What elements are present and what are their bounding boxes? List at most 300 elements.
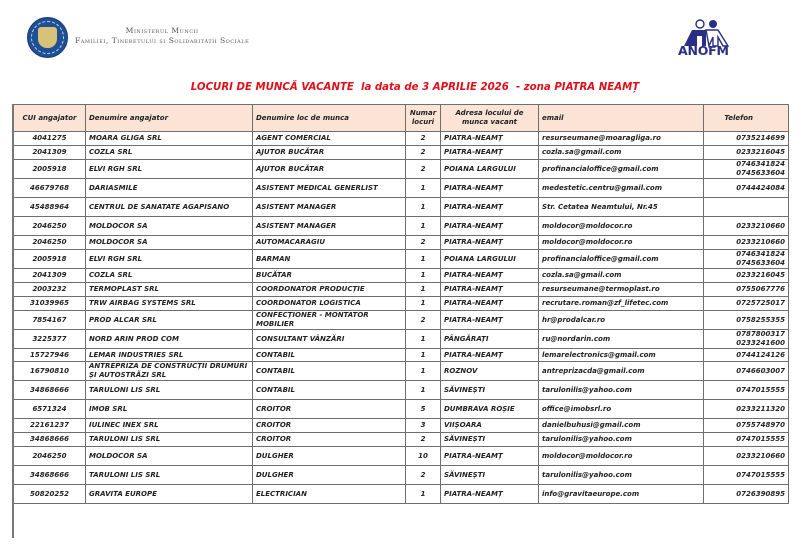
cell-phone-secondary-text: 0745633604: [736, 169, 785, 177]
cell-employer: [86, 485, 253, 504]
cell-job-text: DULGHER: [256, 470, 294, 479]
cell-email: [539, 349, 704, 362]
table-row: [14, 311, 789, 330]
cell-employer-text: TARULONI LIS SRL: [89, 385, 161, 394]
cell-employer-text: IULINEC INEX SRL: [89, 421, 159, 429]
cell-count-text: 2: [420, 470, 426, 479]
cell-employer: [86, 447, 253, 466]
cell-email: [539, 311, 704, 330]
cell-count-text: 1: [420, 254, 426, 263]
cell-phone: [704, 250, 789, 269]
cell-cui-text: 31039965: [30, 299, 69, 307]
logo-head-right: [709, 20, 717, 28]
cell-address-text: PIATRA-NEAMȚ: [444, 148, 503, 156]
cell-count-text: 1: [420, 366, 426, 375]
cell-address: [441, 269, 539, 283]
ministry-line-1: Ministerul Muncii: [125, 26, 199, 35]
cell-count: [406, 132, 441, 146]
cell-phone-text: 0747015555: [736, 470, 785, 479]
cell-address: [441, 297, 539, 311]
cell-phone: [704, 362, 789, 381]
cell-employer: [86, 381, 253, 400]
table-header-row: [14, 105, 789, 132]
cell-email: [539, 283, 704, 297]
cell-address: [441, 217, 539, 236]
cell-phone-text: 0233210660: [736, 238, 785, 246]
cell-cui-text: 46679768: [30, 183, 69, 192]
cell-address-text: POIANA LARGULUI: [444, 164, 516, 173]
cell-count: [406, 269, 441, 283]
cell-address: [441, 198, 539, 217]
cell-phone: [704, 269, 789, 283]
cell-email: [539, 466, 704, 485]
cell-cui: [14, 283, 86, 297]
cell-phone-text: 0747015555: [736, 385, 785, 394]
cell-phone-text: 0233216045: [736, 271, 785, 279]
table-row: [14, 283, 789, 297]
cell-email-text: moldocor@moldocor.ro: [542, 221, 633, 230]
cell-email-text: moldocor@moldocor.ro: [542, 238, 633, 246]
cell-cui: [14, 381, 86, 400]
cell-employer: [86, 236, 253, 250]
cell-email-text: profinancialoffice@gmail.com: [542, 164, 659, 173]
cell-employer-text: CENTRUL DE SANATATE AGAPISANO: [89, 202, 230, 211]
cell-count-text: 2: [420, 148, 426, 156]
cell-job-text: ASISTENT MANAGER: [256, 202, 337, 211]
table-row: [14, 160, 789, 179]
cell-job-text: CROITOR: [256, 435, 292, 443]
cell-employer-text: COZLA SRL: [89, 271, 133, 279]
cell-count-text: 1: [420, 221, 426, 230]
cell-employer-text: TERMOPLAST SRL: [89, 285, 160, 293]
cell-address-text: PIATRA-NEAMȚ: [444, 238, 503, 246]
cell-employer-text: DARIASMILE: [89, 183, 138, 192]
cell-count: [406, 330, 441, 349]
cell-job-text: CONFECȚIONER - MONTATOR MOBILIER: [256, 311, 369, 328]
cell-cui-text: 34868666: [30, 385, 69, 394]
cell-cui-text: 34868666: [30, 470, 69, 479]
cell-job: [253, 269, 406, 283]
cell-employer: [86, 198, 253, 217]
cell-job-text: COORDONATOR LOGISTICA: [256, 299, 361, 307]
cell-count-text: 2: [420, 315, 426, 324]
cell-address-text: PIATRA-NEAMȚ: [444, 183, 503, 192]
cell-employer: [86, 433, 253, 447]
cell-address-text: PIATRA-NEAMȚ: [444, 315, 503, 324]
cell-phone: [704, 236, 789, 250]
cell-email-text: profinancialoffice@gmail.com: [542, 254, 659, 263]
cell-count: [406, 198, 441, 217]
cell-phone-text: 0233211320: [736, 404, 785, 413]
cell-phone: [704, 297, 789, 311]
ministry-line-2: Familiei, Tineretului și Solidarității Sociale: [75, 36, 250, 45]
cell-job: [253, 236, 406, 250]
eagle-shield-icon: [38, 27, 57, 48]
cell-email-text: resurseumane@termoplast.ro: [542, 285, 660, 293]
cell-count-text: 2: [420, 134, 426, 142]
cell-address-text: PÂNGĂRAȚI: [444, 334, 489, 343]
cell-employer-text: ELVI RGH SRL: [89, 254, 143, 263]
cell-job-text: ASISTENT MANAGER: [256, 221, 337, 230]
cell-phone: [704, 419, 789, 433]
cell-address-text: SĂVINEȘTI: [444, 435, 486, 443]
cell-count-text: 1: [420, 489, 426, 498]
cell-count: [406, 179, 441, 198]
cell-address-text: PIATRA-NEAMȚ: [444, 451, 503, 460]
cell-count-text: 1: [420, 271, 426, 279]
cell-count: [406, 466, 441, 485]
cell-phone-text: 0744424084: [736, 183, 785, 192]
page-header: [0, 0, 800, 80]
cell-cui-text: 6571324: [32, 404, 67, 413]
cell-employer-text: COZLA SRL: [89, 148, 133, 156]
cell-employer: [86, 217, 253, 236]
table-row: [14, 198, 789, 217]
cell-email: [539, 362, 704, 381]
column-header-address: Adresa locului de munca vacant: [441, 105, 539, 132]
cell-cui: [14, 419, 86, 433]
cell-email: [539, 447, 704, 466]
table-row: [14, 217, 789, 236]
cell-cui-text: 7854167: [32, 315, 67, 324]
cell-email-text: resurseumane@moaragliga.ro: [542, 134, 661, 142]
cell-phone-text: 0233210660: [736, 451, 785, 460]
cell-cui: [14, 362, 86, 381]
cell-employer-text: TRW AIRBAG SYSTEMS SRL: [89, 299, 196, 307]
cell-cui: [14, 236, 86, 250]
cell-job: [253, 330, 406, 349]
cell-cui: [14, 311, 86, 330]
cell-employer-text: ELVI RGH SRL: [89, 164, 143, 173]
cell-cui-text: 2046250: [32, 238, 67, 246]
cell-phone: [704, 330, 789, 349]
cell-phone-text: 0233216045: [736, 148, 785, 156]
cell-cui: [14, 297, 86, 311]
cell-cui: [14, 198, 86, 217]
cell-job-text: BUCĂTAR: [256, 271, 292, 279]
cell-phone: [704, 198, 789, 217]
cell-address: [441, 283, 539, 297]
ministry-name: [75, 26, 249, 46]
cell-employer: [86, 311, 253, 330]
cell-job: [253, 447, 406, 466]
cell-cui-text: 2003232: [32, 285, 67, 293]
cell-address: [441, 236, 539, 250]
cell-cui: [14, 330, 86, 349]
cell-cui: [14, 269, 86, 283]
cell-employer: [86, 269, 253, 283]
cell-employer: [86, 297, 253, 311]
cell-count: [406, 311, 441, 330]
cell-phone-text: 0746603007: [736, 366, 785, 375]
cell-email: [539, 250, 704, 269]
cell-phone: [704, 485, 789, 504]
table-body: [14, 132, 789, 504]
cell-phone-text: 0726390895: [736, 489, 785, 498]
cell-job-text: CONTABIL: [256, 366, 295, 375]
cell-count: [406, 217, 441, 236]
cell-email: [539, 330, 704, 349]
cell-email: [539, 485, 704, 504]
cell-count-text: 1: [420, 285, 426, 293]
cell-phone: [704, 381, 789, 400]
cell-count-text: 1: [420, 202, 426, 211]
cell-cui: [14, 349, 86, 362]
cell-email-text: recrutare.roman@zf_lifetec.com: [542, 299, 669, 307]
cell-address: [441, 132, 539, 146]
cell-job: [253, 466, 406, 485]
cell-count-text: 1: [420, 334, 426, 343]
table-row: [14, 250, 789, 269]
cell-job: [253, 349, 406, 362]
cell-employer: [86, 250, 253, 269]
cell-phone-text: 0746341824: [736, 160, 785, 168]
table-row: [14, 433, 789, 447]
cell-employer: [86, 146, 253, 160]
cell-address-text: PIATRA-NEAMȚ: [444, 350, 503, 359]
cell-phone-text: 0725725017: [736, 299, 785, 307]
cell-cui-text: 4041275: [32, 134, 67, 142]
cell-email-text: medestetic.centru@gmail.com: [542, 183, 663, 192]
cell-phone: [704, 447, 789, 466]
cell-job: [253, 146, 406, 160]
cell-count: [406, 236, 441, 250]
cell-count: [406, 283, 441, 297]
cell-phone-text: 0758255355: [736, 315, 785, 324]
cell-phone-text: 0746341824: [736, 250, 785, 258]
cell-count: [406, 160, 441, 179]
cell-job-text: CONTABIL: [256, 350, 295, 359]
cell-count: [406, 297, 441, 311]
cell-phone-text: 0744124126: [736, 350, 785, 359]
cell-address-text: SĂVINEȘTI: [444, 385, 486, 394]
cell-job: [253, 433, 406, 447]
cell-address-text: PIATRA-NEAMȚ: [444, 134, 503, 142]
cell-address-text: ROZNOV: [444, 366, 478, 375]
table-row: [14, 447, 789, 466]
cell-email-text: cozla.sa@gmail.com: [542, 148, 622, 156]
cell-email-text: cozla.sa@gmail.com: [542, 271, 622, 279]
cell-count-text: 3: [420, 421, 426, 429]
cell-address-text: SĂVINEȘTI: [444, 470, 486, 479]
cell-count: [406, 362, 441, 381]
cell-address: [441, 179, 539, 198]
cell-job-text: DULGHER: [256, 451, 294, 460]
page-title: LOCURI DE MUNCĂ VACANTE la data de 3 APRILIE 2026 - zona PIATRA NEAMȚ: [190, 82, 640, 93]
cell-employer: [86, 466, 253, 485]
column-header-employer: Denumire angajator: [86, 105, 253, 132]
cell-address: [441, 349, 539, 362]
cell-phone: [704, 160, 789, 179]
table-row: [14, 362, 789, 381]
cell-email-text: office@imobsrl.ro: [542, 404, 612, 413]
cell-cui: [14, 179, 86, 198]
cell-address: [441, 433, 539, 447]
cell-job: [253, 297, 406, 311]
cell-employer-text: GRAVITA EUROPE: [89, 489, 157, 498]
cell-employer-text: MOLDOCOR SA: [89, 451, 148, 460]
cell-phone-secondary-text: 0233241600: [736, 339, 785, 347]
cell-address: [441, 311, 539, 330]
cell-employer-text: MOLDOCOR SA: [89, 238, 148, 246]
cell-email: [539, 217, 704, 236]
cell-job-text: ASISTENT MEDICAL GENERLIST: [256, 183, 378, 192]
cell-cui-text: 2005918: [32, 164, 67, 173]
cell-count: [406, 400, 441, 419]
cell-email: [539, 236, 704, 250]
cell-cui-text: 2041309: [32, 271, 67, 279]
romania-coat-of-arms-logo: [27, 17, 68, 58]
cell-cui: [14, 160, 86, 179]
cell-phone: [704, 466, 789, 485]
cell-email-text: tarulonilis@yahoo.com: [542, 385, 632, 394]
table-row: [14, 236, 789, 250]
cell-email: [539, 198, 704, 217]
cell-email: [539, 179, 704, 198]
cell-cui-text: 22161237: [30, 421, 69, 429]
cell-email-text: info@gravitaeurope.com: [542, 489, 640, 498]
cell-count: [406, 349, 441, 362]
cell-employer: [86, 419, 253, 433]
cell-phone-text: 0747015555: [736, 435, 785, 443]
table-row: [14, 419, 789, 433]
cell-cui-text: 3225377: [32, 334, 67, 343]
column-header-count: Numar locuri: [406, 105, 441, 132]
cell-cui: [14, 146, 86, 160]
cell-email: [539, 132, 704, 146]
cell-cui-text: 45488964: [30, 202, 69, 211]
cell-employer: [86, 362, 253, 381]
table-row: [14, 466, 789, 485]
cell-email: [539, 400, 704, 419]
table-row: [14, 179, 789, 198]
cell-address: [441, 400, 539, 419]
cell-count: [406, 146, 441, 160]
cell-phone: [704, 146, 789, 160]
cell-email: [539, 297, 704, 311]
cell-phone: [704, 217, 789, 236]
cell-address: [441, 381, 539, 400]
cell-job: [253, 217, 406, 236]
cell-employer-text: TARULONI LIS SRL: [89, 435, 161, 443]
cell-cui: [14, 217, 86, 236]
cell-cui-text: 34868666: [30, 435, 69, 443]
table-row: [14, 269, 789, 283]
cell-email-text: Str. Cetatea Neamtului, Nr.45: [542, 202, 658, 211]
cell-address-text: DUMBRAVA ROȘIE: [444, 404, 515, 413]
cell-job: [253, 179, 406, 198]
cell-employer: [86, 400, 253, 419]
cell-address-text: POIANA LARGULUI: [444, 254, 516, 263]
cell-count-text: 1: [420, 350, 426, 359]
cell-phone-secondary-text: 0745633604: [736, 259, 785, 267]
table-row: [14, 381, 789, 400]
cell-phone: [704, 283, 789, 297]
cell-job-text: BARMAN: [256, 254, 291, 263]
cell-email-text: antreprizacda@gmail.com: [542, 366, 645, 375]
cell-phone-text: 0735214699: [736, 134, 785, 142]
cell-cui-text: 16790810: [30, 366, 69, 375]
logo-head-left: [696, 20, 704, 28]
cell-cui: [14, 132, 86, 146]
cell-address: [441, 362, 539, 381]
cell-count-text: 1: [420, 183, 426, 192]
cell-cui-text: 2046250: [32, 221, 67, 230]
column-header-job: Denumire loc de munca: [253, 105, 406, 132]
cell-email-text: lemarelectronics@gmail.com: [542, 350, 656, 359]
cell-email: [539, 433, 704, 447]
table-row: [14, 297, 789, 311]
cell-job-text: AUTOMACARAGIU: [256, 238, 326, 246]
cell-job: [253, 362, 406, 381]
cell-employer: [86, 132, 253, 146]
cell-count-text: 2: [420, 435, 426, 443]
cell-email-text: moldocor@moldocor.ro: [542, 451, 633, 460]
cell-job-text: CONTABIL: [256, 385, 295, 394]
cell-employer: [86, 179, 253, 198]
cell-email: [539, 419, 704, 433]
cell-count: [406, 381, 441, 400]
cell-email: [539, 160, 704, 179]
cell-count-text: 2: [420, 164, 426, 173]
cell-job-text: ELECTRICIAN: [256, 489, 307, 498]
cell-address-text: PIATRA-NEAMȚ: [444, 299, 503, 307]
cell-job-text: COORDONATOR PRODUCȚIE: [256, 285, 365, 293]
cell-employer-text: LEMAR INDUSTRIES SRL: [89, 350, 184, 359]
column-header-cui: CUI angajator: [14, 105, 86, 132]
cell-phone-text: 0233210660: [736, 221, 785, 230]
cell-cui: [14, 400, 86, 419]
table-row: [14, 485, 789, 504]
table-row: [14, 400, 789, 419]
cell-employer-text: NORD ARIN PROD COM: [89, 334, 179, 343]
cell-job: [253, 283, 406, 297]
cell-job-text: AGENT COMERCIAL: [256, 134, 331, 142]
cell-job-text: CROITOR: [256, 404, 292, 413]
cell-job: [253, 485, 406, 504]
cell-count: [406, 485, 441, 504]
cell-employer-text: PROD ALCAR SRL: [89, 315, 157, 324]
cell-address-text: PIATRA-NEAMȚ: [444, 285, 503, 293]
anofm-logo-text: ANOFM: [678, 43, 729, 58]
cell-employer-text: TARULONI LIS SRL: [89, 470, 161, 479]
cell-cui-text: 2041309: [32, 148, 67, 156]
cell-email-text: tarulonilis@yahoo.com: [542, 470, 632, 479]
cell-job: [253, 381, 406, 400]
cell-job: [253, 132, 406, 146]
column-header-phone: Telefon: [704, 105, 789, 132]
cell-phone-text: 0755748970: [736, 421, 785, 429]
cell-address: [441, 330, 539, 349]
cell-address-text: PIATRA-NEAMȚ: [444, 489, 503, 498]
cell-count: [406, 447, 441, 466]
cell-job-text: CONSULTANT VÂNZĂRI: [256, 334, 345, 343]
cell-count-text: 2: [420, 238, 426, 246]
cell-email-text: ru@nordarin.com: [542, 334, 611, 343]
cell-count-text: 1: [420, 299, 426, 307]
cell-employer-text: MOLDOCOR SA: [89, 221, 148, 230]
cell-count: [406, 250, 441, 269]
cell-employer-text: IMOB SRL: [89, 404, 128, 413]
cell-cui-text: 15727946: [30, 350, 69, 359]
cell-job: [253, 198, 406, 217]
cell-address: [441, 250, 539, 269]
cell-job-text: AJUTOR BUCĂTAR: [256, 164, 325, 173]
cell-cui: [14, 433, 86, 447]
cell-count-text: 10: [418, 451, 428, 460]
cell-employer-text: MOARA GLIGA SRL: [89, 134, 162, 142]
table-row: [14, 349, 789, 362]
